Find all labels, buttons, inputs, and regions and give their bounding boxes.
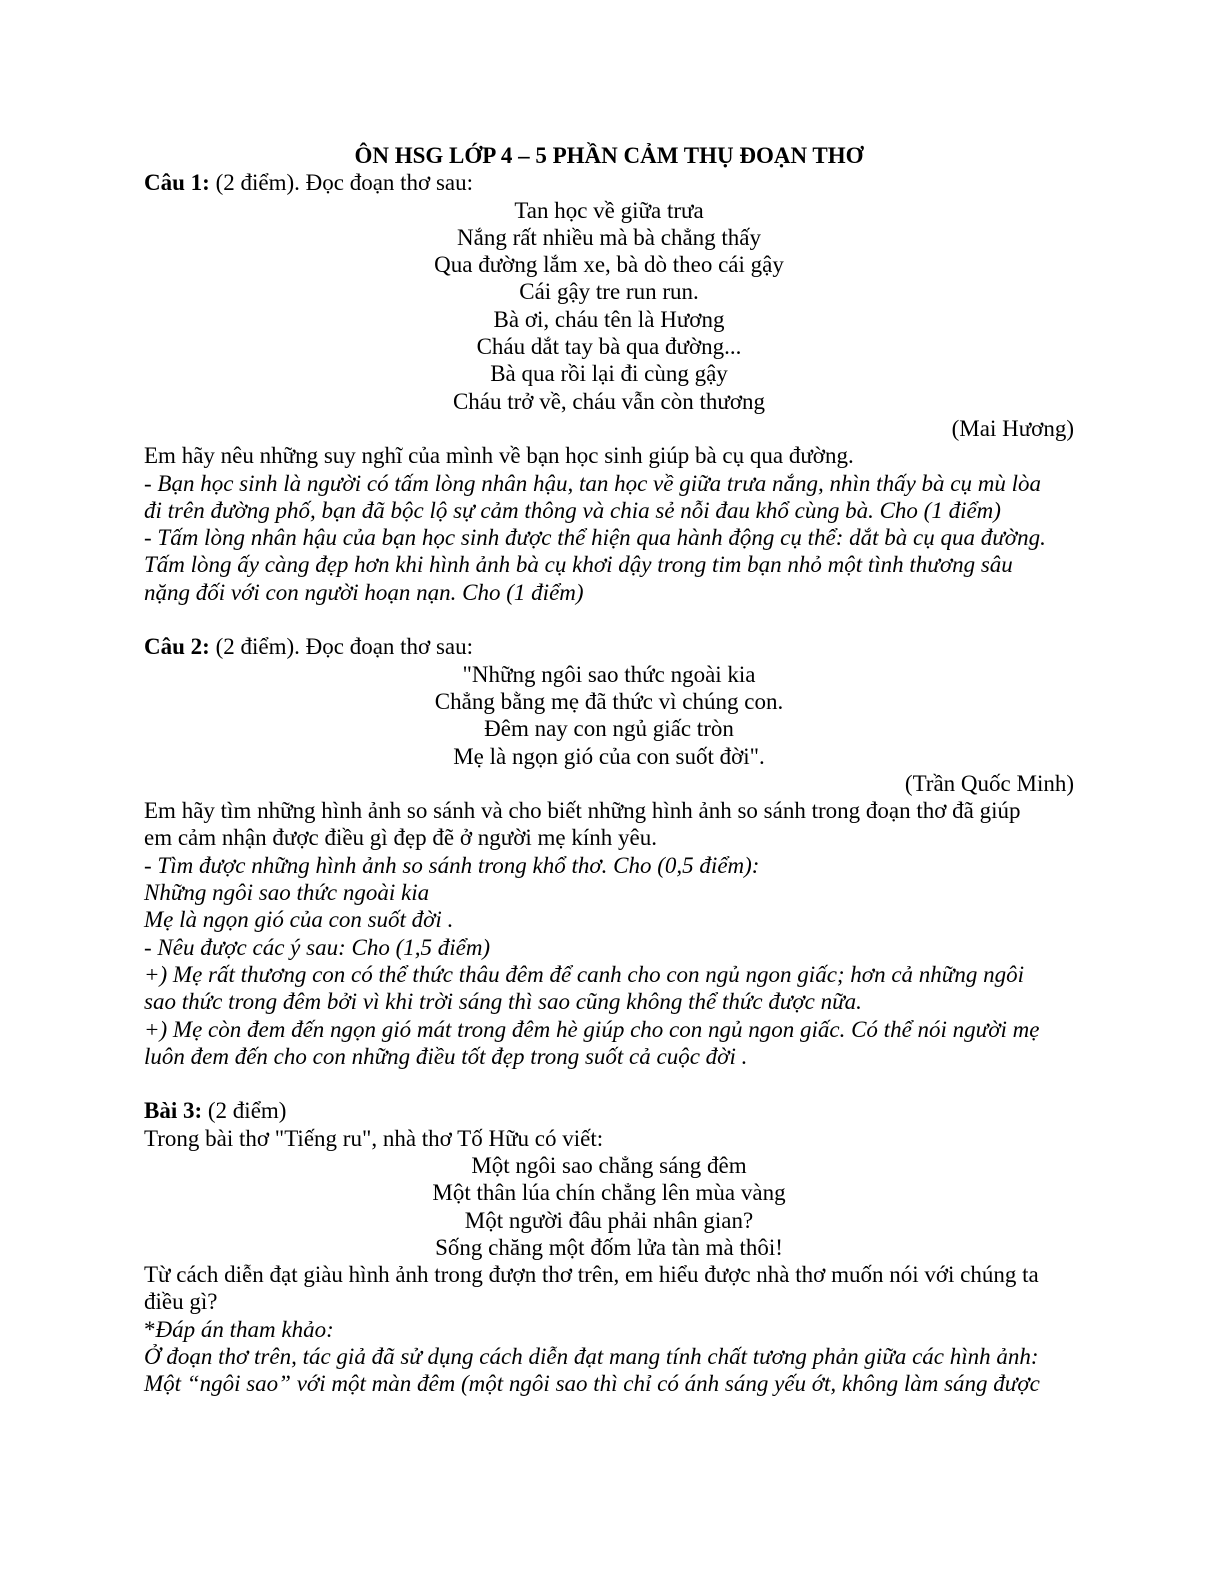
answer-line: Những ngôi sao thức ngoài kia	[144, 880, 430, 906]
poem-line: Nắng rất nhiều mà bà chẳng thấy	[457, 224, 761, 250]
poem-line: Chẳng bằng mẹ đã thức vì chúng con.	[434, 688, 784, 714]
q2-answer	[144, 852, 1074, 1070]
answer-line: - Tấm lòng nhân hậu của bạn học sinh được thể hiện qua hành động cụ thể: dắt bà cụ qua đường.	[144, 525, 1046, 551]
poem-line: Một thân lúa chín chẳng lên mùa vàng	[432, 1180, 786, 1206]
answer-line: luôn đem đến cho con những điều tốt đẹp trong suốt cả cuộc đời .	[144, 1043, 748, 1069]
q3-answer-heading	[144, 1316, 1074, 1343]
q2-label: Câu 2:	[144, 634, 210, 660]
q3-question	[144, 1261, 1074, 1316]
q2-intro: (2 điểm). Đọc đoạn thơ sau:	[209, 634, 473, 660]
answer-label: Đáp án tham khảo:	[155, 1316, 334, 1342]
poem-line: Bà ơi, cháu tên là Hương	[493, 306, 725, 332]
question-line: em cảm nhận được điều gì đẹp đẽ ở người mẹ kính yêu.	[144, 825, 657, 851]
q2-author: (Trần Quốc Minh)	[904, 770, 1074, 796]
poem-line: Tan học về giữa trưa	[514, 197, 704, 223]
answer-line: Mẹ là ngọn gió của con suốt đời .	[144, 907, 454, 933]
question-line: điều gì?	[144, 1289, 218, 1315]
answer-line: - Nêu được các ý sau: Cho (1,5 điểm)	[144, 934, 491, 960]
q1-heading	[144, 169, 1074, 196]
answer-line: đi trên đường phố, bạn đã bộc lộ sự cảm thông và chia sẻ nỗi đau khổ cùng bà. Cho (1 điểm)	[144, 497, 1001, 523]
answer-line: nặng đối với con người hoạn nạn. Cho (1 điểm)	[144, 579, 584, 605]
poem-line: Qua đường lắm xe, bà dò theo cái gậy	[434, 252, 784, 278]
q3-lead: Trong bài thơ "Tiếng ru", nhà thơ Tố Hữu có viết:	[144, 1125, 604, 1151]
q3-intro: (2 điểm)	[202, 1098, 287, 1124]
answer-line: Một “ngôi sao” với một màn đêm (một ngôi sao thì chỉ có ánh sáng yếu ớt, không làm sáng được	[144, 1371, 1040, 1397]
poem-line: Bà qua rồi lại đi cùng gậy	[490, 361, 728, 387]
q1-poem	[144, 197, 1074, 415]
answer-line: sao thức trong đêm bởi vì khi trời sáng thì sao cũng không thể thức được nữa.	[144, 989, 862, 1015]
answer-prefix: *	[144, 1316, 156, 1342]
q3-poem	[144, 1152, 1074, 1261]
spacer	[144, 606, 1074, 633]
q1-label: Câu 1:	[144, 170, 210, 196]
page-title: ÔN HSG LỚP 4 – 5 PHẦN CẢM THỤ ĐOẠN THƠ	[354, 143, 864, 168]
poem-line: "Những ngôi sao thức ngoài kia	[462, 661, 756, 687]
q2-heading	[144, 633, 1074, 660]
q3-heading	[144, 1097, 1074, 1124]
poem-line: Cháu dắt tay bà qua đường...	[476, 334, 742, 360]
q3-label: Bài 3:	[144, 1098, 203, 1124]
poem-line: Một ngôi sao chẳng sáng đêm	[471, 1152, 747, 1178]
document-page	[144, 142, 1074, 1398]
answer-line: - Tìm được những hình ảnh so sánh trong khổ thơ. Cho (0,5 điểm):	[144, 852, 760, 878]
q2-question	[144, 797, 1074, 852]
question-line: Từ cách diễn đạt giàu hình ảnh trong đượn thơ trên, em hiểu được nhà thơ muốn nói với chúng ta	[144, 1262, 1039, 1288]
answer-line: +) Mẹ rất thương con có thể thức thâu đêm để canh cho con ngủ ngon giấc; hơn cả những ngôi	[144, 961, 1024, 987]
poem-line: Cháu trở về, cháu vẫn còn thương	[452, 388, 766, 414]
poem-line: Mẹ là ngọn gió của con suốt đời".	[453, 743, 765, 769]
poem-line: Sống chăng một đốm lửa tàn mà thôi!	[435, 1234, 783, 1260]
poem-line: Một người đâu phải nhân gian?	[464, 1207, 754, 1233]
answer-line: +) Mẹ còn đem đến ngọn gió mát trong đêm hè giúp cho con ngủ ngon giấc. Có thể nói người mẹ	[144, 1016, 1040, 1042]
q1-author: (Mai Hương)	[951, 415, 1074, 441]
q1-question: Em hãy nêu những suy nghĩ của mình về bạn học sinh giúp bà cụ qua đường.	[144, 443, 854, 469]
q1-answer	[144, 470, 1074, 606]
answer-line: Tấm lòng ấy càng đẹp hơn khi hình ảnh bà cụ khơi dậy trong tim bạn nhỏ một tình thương sâu	[144, 552, 1013, 578]
q3-answer	[144, 1343, 1074, 1398]
spacer	[144, 1070, 1074, 1097]
poem-line: Đêm nay con ngủ giấc tròn	[484, 716, 734, 742]
q2-poem	[144, 661, 1074, 770]
poem-line: Cái gậy tre run run.	[519, 279, 699, 305]
question-line: Em hãy tìm những hình ảnh so sánh và cho biết những hình ảnh so sánh trong đoạn thơ đã giúp	[144, 798, 1021, 824]
answer-line: Ở đoạn thơ trên, tác giả đã sử dụng cách diễn đạt mang tính chất tương phản giữa các hình ảnh:	[144, 1344, 1039, 1370]
q1-intro: (2 điểm). Đọc đoạn thơ sau:	[209, 170, 473, 196]
answer-line: - Bạn học sinh là người có tấm lòng nhân hậu, tan học về giữa trưa nắng, nhìn thấy bà cụ mù lòa	[144, 470, 1041, 496]
